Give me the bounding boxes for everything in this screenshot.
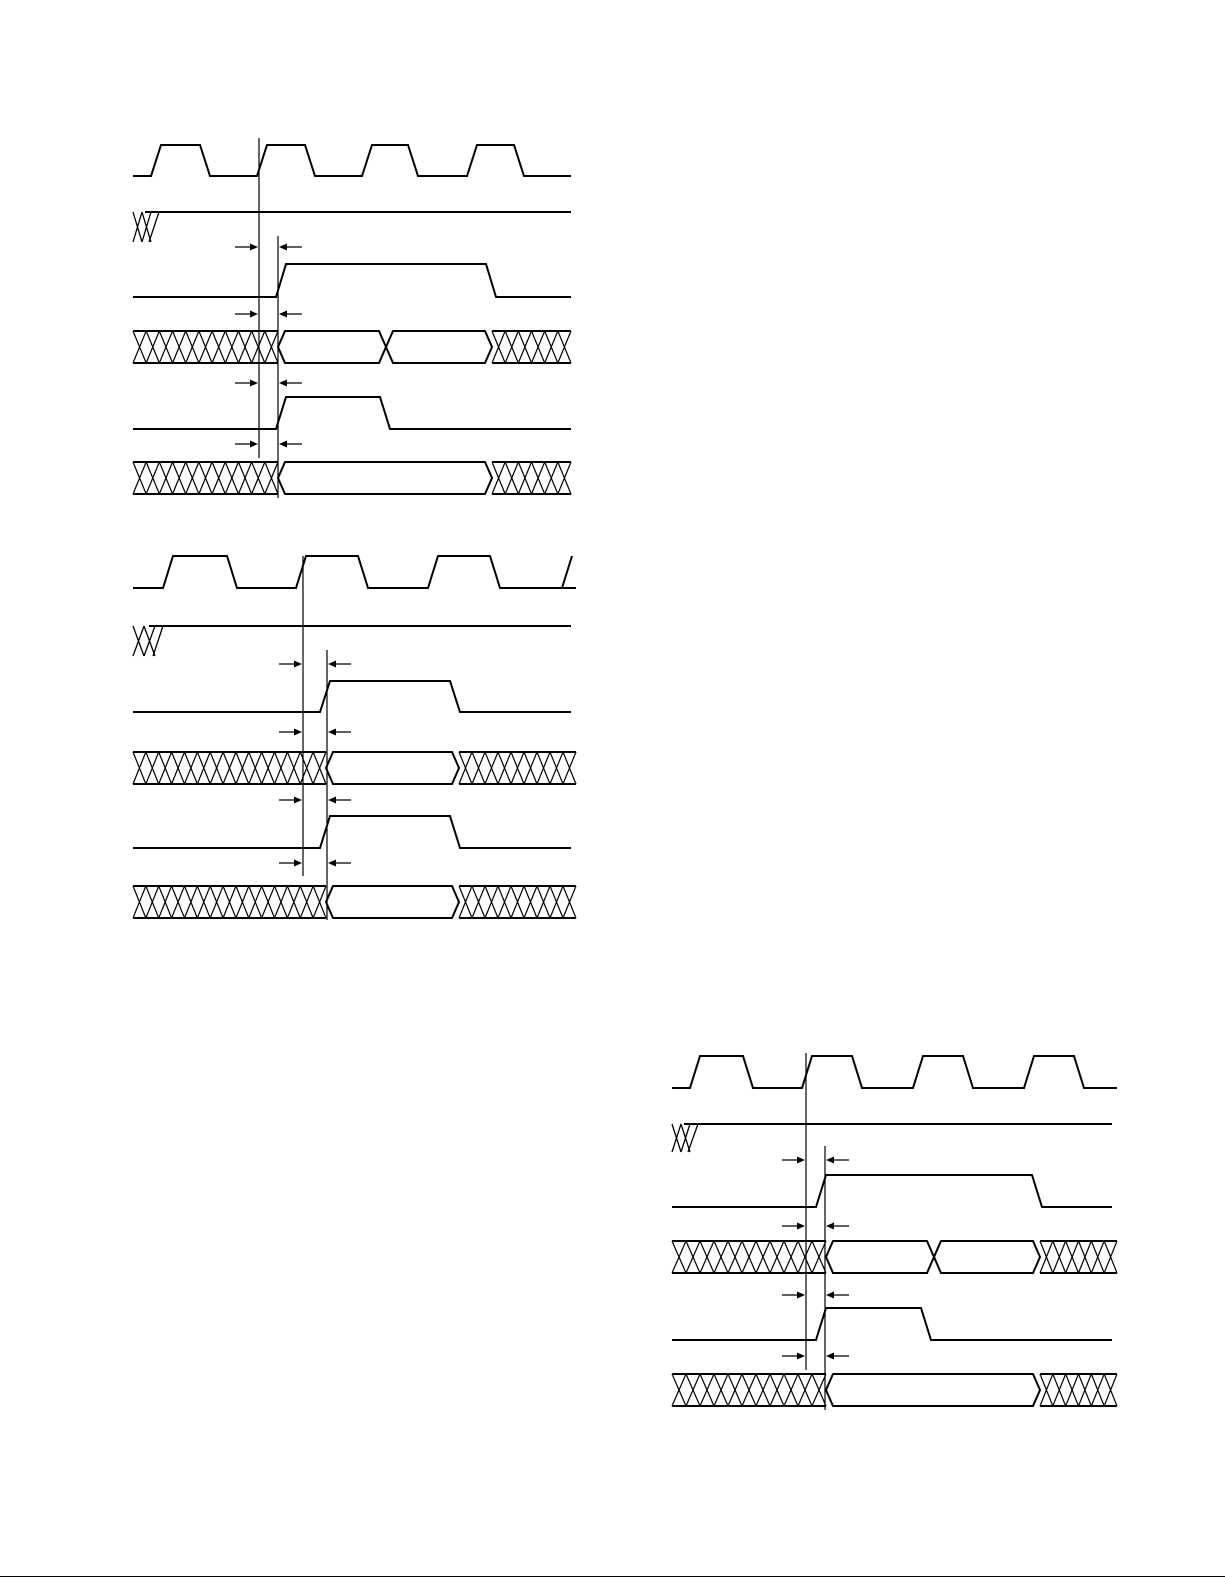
marker-arrowhead-left (797, 1292, 805, 1299)
marker-arrowhead-left (797, 1353, 805, 1360)
bus-dont-care-region (1040, 1241, 1117, 1273)
marker-arrowhead-right (826, 1157, 834, 1164)
timing-marker (782, 1353, 849, 1360)
control-transition (688, 1124, 698, 1152)
marker-arrowhead-right (826, 1292, 834, 1299)
timing-marker (782, 1292, 849, 1299)
marker-arrowhead-left (797, 1223, 805, 1230)
bus-dont-care-region (672, 1241, 826, 1273)
bus-valid-window (934, 1241, 1040, 1273)
timing-marker (782, 1223, 849, 1230)
marker-arrowhead-right (826, 1353, 834, 1360)
timing-marker (782, 1157, 849, 1164)
bus-dont-care-region (1040, 1374, 1117, 1406)
strobe-signal (672, 1308, 1112, 1340)
strobe-signal (672, 1175, 1112, 1207)
bus-dont-care-region (672, 1374, 826, 1406)
clock-waveform (672, 1056, 1117, 1088)
page-footer-rule (0, 1576, 1225, 1577)
bus-valid-window (826, 1374, 1040, 1406)
bus-valid-window (826, 1241, 934, 1273)
marker-arrowhead-right (826, 1223, 834, 1230)
marker-arrowhead-left (797, 1157, 805, 1164)
